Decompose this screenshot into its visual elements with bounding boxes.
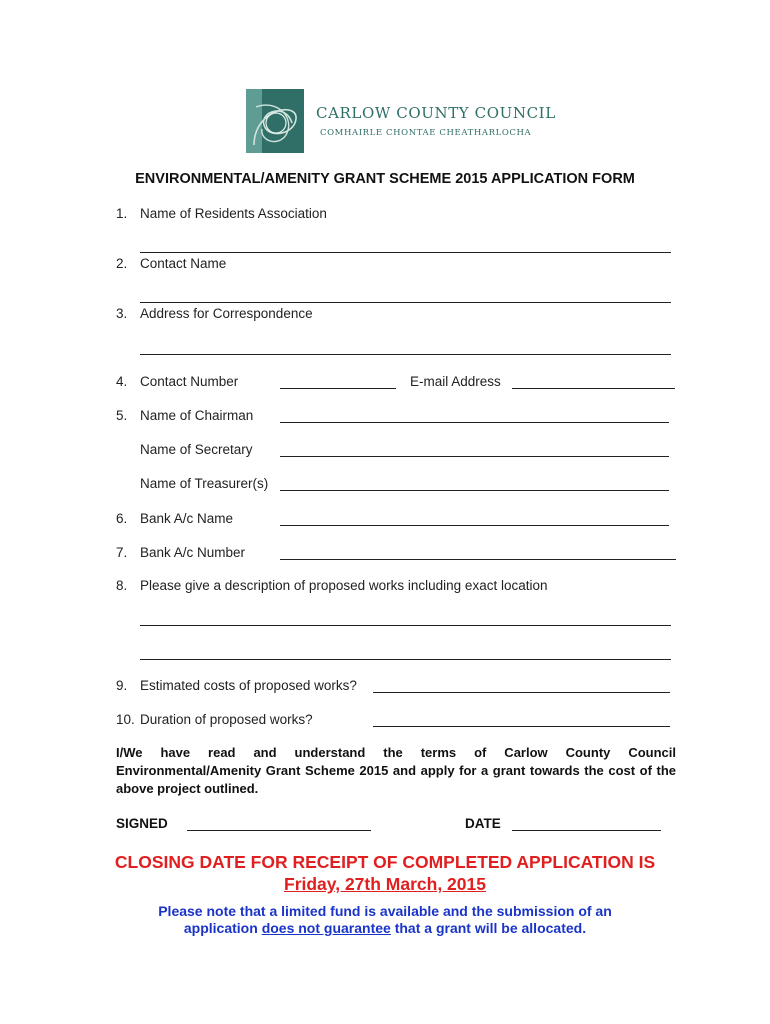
q9-number: 9. — [116, 678, 128, 693]
q10-number: 10. — [116, 712, 135, 727]
organization-name: CARLOW COUNTY COUNCIL — [316, 104, 556, 122]
q4-number: 4. — [116, 374, 128, 389]
bank-account-name-field[interactable] — [280, 525, 669, 526]
carlow-county-council-logo-icon — [246, 89, 304, 153]
note-line2-start: application — [183, 920, 262, 936]
q7-number: 7. — [116, 545, 128, 560]
bank-account-number-field[interactable] — [280, 559, 676, 560]
q5-label: Name of Chairman — [140, 408, 254, 423]
treasurer-field[interactable] — [280, 490, 669, 491]
q8-label: Please give a description of proposed works including exact location — [140, 578, 548, 593]
q9-label: Estimated costs of proposed works? — [140, 678, 357, 693]
works-description-field-2[interactable] — [140, 659, 671, 660]
chairman-field[interactable] — [280, 422, 669, 423]
form-title: ENVIRONMENTAL/AMENITY GRANT SCHEME 2015 APPLICATION FORM — [135, 171, 635, 187]
date-label: DATE — [465, 816, 501, 831]
closing-date-value: Friday, 27th March, 2015 — [284, 874, 486, 894]
limited-fund-note-line-1: Please note that a limited fund is available and the submission of an — [158, 903, 612, 919]
signed-label: SIGNED — [116, 816, 168, 831]
q10-label: Duration of proposed works? — [140, 712, 313, 727]
works-description-field-1[interactable] — [140, 625, 671, 626]
q3-number: 3. — [116, 306, 128, 321]
address-field[interactable] — [140, 354, 671, 355]
estimated-costs-field[interactable] — [373, 692, 670, 693]
note-line2-end: that a grant will be allocated. — [390, 920, 587, 936]
closing-date-value-row — [0, 874, 770, 895]
residents-association-field[interactable] — [140, 252, 671, 253]
note-emphasis: does not guarantee — [261, 920, 391, 936]
q6-number: 6. — [116, 511, 128, 526]
email-field[interactable] — [512, 388, 675, 389]
q5-number: 5. — [116, 408, 128, 423]
signature-field[interactable] — [187, 830, 371, 831]
secretary-label: Name of Secretary — [140, 442, 253, 457]
secretary-field[interactable] — [280, 456, 669, 457]
closing-date-heading: CLOSING DATE FOR RECEIPT OF COMPLETED APPLICATION IS — [114, 852, 656, 872]
date-field[interactable] — [512, 830, 661, 831]
q3-label: Address for Correspondence — [140, 306, 313, 321]
q7-label: Bank A/c Number — [140, 545, 246, 560]
q2-number: 2. — [116, 256, 128, 271]
email-label: E-mail Address — [410, 374, 501, 389]
declaration-text: I/We have read and understand the terms of Carlow County Council Environmental/Amenity Grant Scheme 2015 and apply for a grant towards the cost of the above project outlined. — [116, 745, 676, 796]
organization-subtitle: COMHAIRLE CHONTAE CHEATHARLOCHA — [320, 128, 532, 138]
q1-number: 1. — [116, 206, 128, 221]
q4-label: Contact Number — [140, 374, 239, 389]
limited-fund-note-line-2 — [0, 920, 770, 936]
duration-field[interactable] — [373, 726, 670, 727]
contact-name-field[interactable] — [140, 302, 671, 303]
contact-number-field[interactable] — [280, 388, 396, 389]
treasurer-label: Name of Treasurer(s) — [140, 476, 269, 491]
q2-label: Contact Name — [140, 256, 227, 271]
q1-label: Name of Residents Association — [140, 206, 327, 221]
q8-number: 8. — [116, 578, 128, 593]
q6-label: Bank A/c Name — [140, 511, 234, 526]
